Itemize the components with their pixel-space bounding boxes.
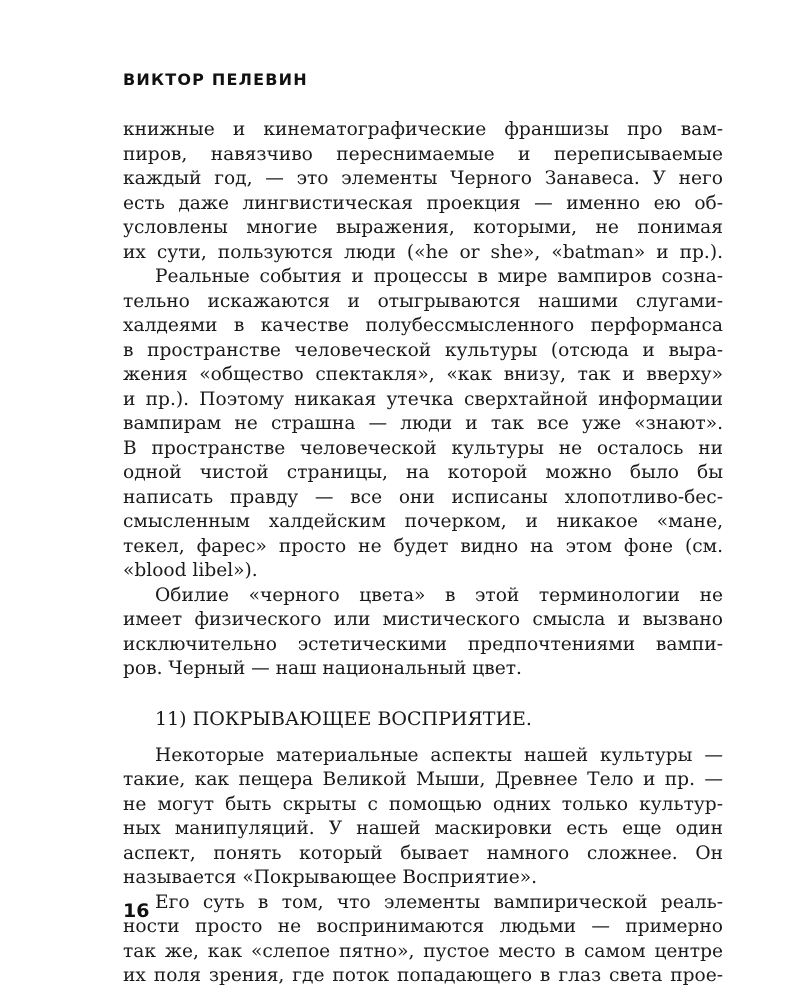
text-line: имеет физического или мистического смысла и вызвано: [123, 609, 723, 630]
text-line: Некоторые материальные аспекты нашей культуры —: [155, 744, 723, 766]
text-line: так же, как «слепое пятно», пустое место в самом центре: [123, 940, 723, 962]
text-line: исключительно эстетическими предпочтениями вампи-: [123, 633, 723, 655]
body-text: [123, 118, 723, 989]
text-line: вампирам не страшна — люди и так все уже «знают».: [123, 413, 723, 434]
paragraph: [123, 118, 723, 265]
text-line: аспект, понять который бывает намного сложнее. Он: [123, 842, 723, 864]
text-line: в пространстве человеческой культуры (отсюда и выра-: [123, 339, 723, 361]
text-line: их сути, пользуются люди («he or she», «batman» и пр.).: [123, 241, 723, 263]
text-line: пиров, навязчиво переснимаемые и переписываемые: [123, 143, 723, 165]
paragraph: [123, 744, 723, 891]
text-line: такие, как пещера Великой Мыши, Древнее Тело и пр. —: [123, 769, 723, 790]
text-line: Реальные события и процессы в мире вампиров созна-: [155, 266, 723, 287]
text-line: ров. Черный — наш национальный цвет.: [123, 658, 522, 679]
text-line: текел, фарес» просто не будет видно на этом фоне (см.: [123, 535, 723, 557]
text-line: Его суть в том, что элементы вампирической реаль-: [155, 891, 723, 913]
text-line: ности просто не воспринимаются людьми — примерно: [123, 916, 723, 937]
text-line: условлены многие выражения, которыми, не понимая: [123, 217, 723, 238]
page-number: 16: [123, 900, 150, 922]
text-line: одной чистой страницы, на которой можно было бы: [123, 462, 723, 483]
paragraph: [123, 584, 723, 682]
running-head: ВИКТОР ПЕЛЕВИН: [123, 70, 308, 89]
text-line: смысленным халдейским почерком, и никакое «мане,: [123, 511, 723, 532]
text-line: есть даже лингвистическая проекция — именно ею об-: [123, 192, 723, 214]
text-line: ных манипуляций. У нашей маскировки есть еще один: [123, 818, 723, 839]
text-line: не могут быть скрыты с помощью одних только культур-: [123, 793, 723, 815]
text-line: Обилие «черного цвета» в этой терминологии не: [155, 584, 723, 606]
text-line: жения «общество спектакля», «как внизу, так и вверху»: [123, 364, 723, 385]
text-line: книжные и кинематографические франшизы про вам-: [123, 119, 723, 140]
text-line: называется «Покрывающее Восприятие».: [123, 867, 538, 888]
text-line: написать правду — все они исписаны хлопотливо-бес-: [123, 486, 723, 508]
text-line: каждый год, — это элементы Черного Занавеса. У него: [123, 168, 723, 189]
text-line: халдеями в качестве полубессмысленного перформанса: [123, 315, 723, 336]
text-line: тельно искажаются и отыгрываются нашими слугами-: [123, 290, 723, 312]
paragraph: [123, 891, 723, 989]
text-line: «blood libel»).: [123, 560, 258, 581]
text-line: их поля зрения, где поток попадающего в глаз света прое-: [123, 965, 723, 986]
text-line: и пр.). Поэтому никакая утечка сверхтайной информации: [123, 388, 723, 410]
text-line: В пространстве человеческой культуры не осталось ни: [123, 437, 723, 459]
paragraph: [123, 265, 723, 584]
section-heading: 11) ПОКРЫВАЮЩЕЕ ВОСПРИЯТИЕ.: [155, 707, 532, 730]
